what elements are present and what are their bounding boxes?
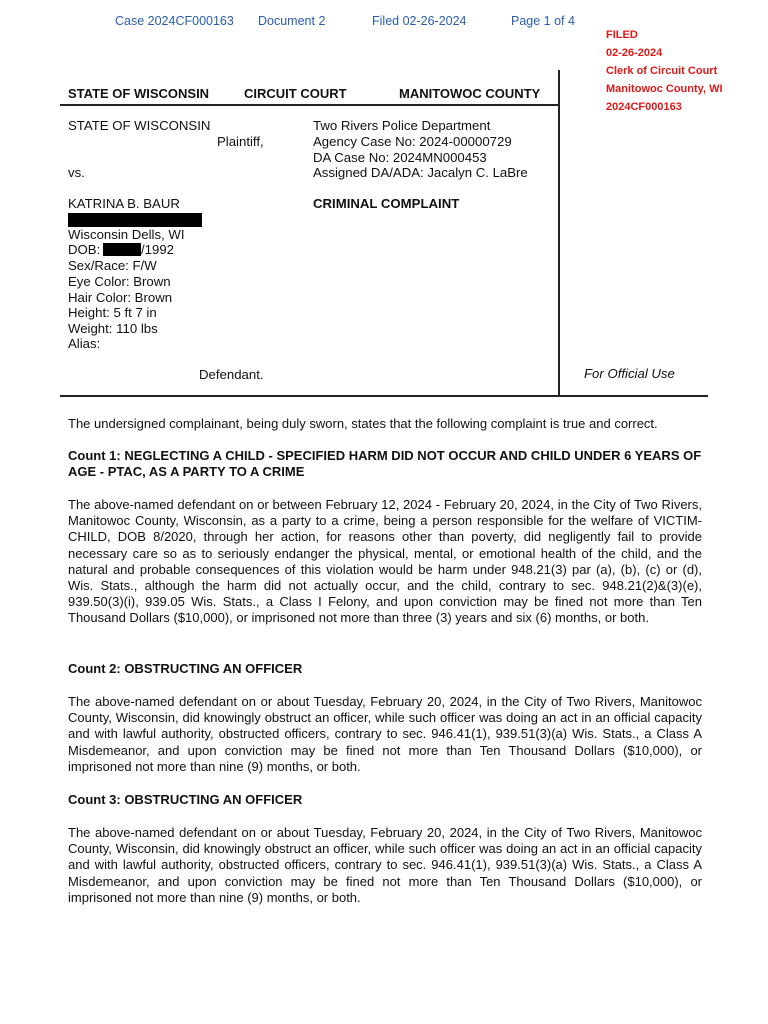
count-2-body: The above-named defendant on or about Tuesday, February 20, 2024, in the City of Two Rivers, Manitowoc County, Wisconsin, did knowingly obstruct an officer, while such officer was doing an act in an official capacity and with lawful authority, obstructed officers, contrary to sec. 946.41(1), 939.51(3)(a) Wis. Stats., a Class A Misdemeanor, and upon conviction may be fined not more than Ten Thousand Dollars ($10,000), or imprisoned not more than nine (9) months, or both.: [68, 694, 702, 774]
complaint-title: CRIMINAL COMPLAINT: [313, 196, 460, 211]
height: Height: 5 ft 7 in: [68, 305, 157, 320]
defendant-label: Defendant.: [199, 367, 264, 382]
sex-race: Sex/Race: F/W: [68, 258, 157, 273]
case-number: Case 2024CF000163: [115, 14, 234, 28]
official-use-label: For Official Use: [584, 366, 675, 381]
agency-case-number: Agency Case No: 2024-00000729: [313, 134, 512, 149]
count-1-body: The above-named defendant on or between February 12, 2024 - February 20, 2024, in the City of Two Rivers, Manitowoc County, Wisconsin, as a party to a crime, being a person responsible for the welfare of VICTIM-CHILD, DOB 8/2020, through her action, for reasons other than poverty, did negligently fail to provide necessary care so as to seriously endanger the physical, mental, or emotional health of the child, and the natural and probable consequences of this violation would be harm under 948.21(3) par (a), (b), (c) or (d), Wis. Stats., although the harm did not actually occur, and the child, contrary to sec. 948.21(2)&(3)(e), 939.50(3)(i), 939.05 Wis. Stats., a Class I Felony, and upon conviction may be fined not more than Ten Thousand Dollars ($10,000), or imprisoned not more than three (3) years and six (6) months, or both.: [68, 497, 702, 626]
dob-year: /1992: [141, 242, 175, 257]
redaction-bar: [103, 243, 141, 256]
assigned-da: Assigned DA/ADA: Jacalyn C. LaBre: [313, 165, 528, 180]
defendant-city: Wisconsin Dells, WI: [68, 227, 185, 242]
alias: Alias:: [68, 336, 101, 351]
weight: Weight: 110 lbs: [68, 321, 158, 336]
count-1-title: Count 1: NEGLECTING A CHILD - SPECIFIED HARM DID NOT OCCUR AND CHILD UNDER 6 YEARS OF AGE - PTAC, AS A PARTY TO A CRIME: [68, 448, 702, 480]
count-3-title: Count 3: OBSTRUCTING AN OFFICER: [68, 792, 303, 807]
redaction-bar: [68, 213, 202, 227]
count-3-body: The above-named defendant on or about Tuesday, February 20, 2024, in the City of Two Rivers, Manitowoc County, Wisconsin, did knowingly obstruct an officer, while such officer was doing an act in an official capacity and with lawful authority, obstructed officers, contrary to sec. 946.41(1), 939.51(3)(a) Wis. Stats., a Class A Misdemeanor, and upon conviction may be fined not more than Ten Thousand Dollars ($10,000), or imprisoned not more than nine (9) months, or both.: [68, 825, 702, 905]
hair-color: Hair Color: Brown: [68, 290, 173, 305]
intro-statement: The undersigned complainant, being duly sworn, states that the following complaint is true and correct.: [68, 416, 658, 431]
bottom-rule: [60, 395, 708, 397]
police-department: Two Rivers Police Department: [313, 118, 491, 133]
stamp-line: 2024CF000163: [606, 101, 682, 113]
stamp-line: Manitowoc County, WI: [606, 83, 723, 95]
filed-stamp: [606, 26, 723, 116]
page-indicator: Page 1 of 4: [511, 14, 575, 28]
count-2-title: Count 2: OBSTRUCTING AN OFFICER: [68, 661, 303, 676]
document-number: Document 2: [258, 14, 326, 28]
filed-date: Filed 02-26-2024: [372, 14, 467, 28]
caption-state: STATE OF WISCONSIN: [68, 86, 210, 101]
plaintiff-name: STATE OF WISCONSIN: [68, 118, 211, 133]
caption-county: MANITOWOC COUNTY: [399, 86, 541, 101]
defendant-name: KATRINA B. BAUR: [68, 196, 180, 211]
stamp-line: FILED: [606, 29, 638, 41]
stamp-line: Clerk of Circuit Court: [606, 65, 718, 77]
dob-label: DOB:: [68, 242, 101, 257]
eye-color: Eye Color: Brown: [68, 274, 171, 289]
versus: vs.: [68, 165, 85, 180]
da-case-number: DA Case No: 2024MN000453: [313, 150, 487, 165]
stamp-line: 02-26-2024: [606, 47, 663, 59]
plaintiff-label: Plaintiff,: [217, 134, 264, 149]
caption-rule: [60, 104, 558, 106]
caption-court: CIRCUIT COURT: [244, 86, 347, 101]
vertical-rule: [558, 70, 560, 396]
